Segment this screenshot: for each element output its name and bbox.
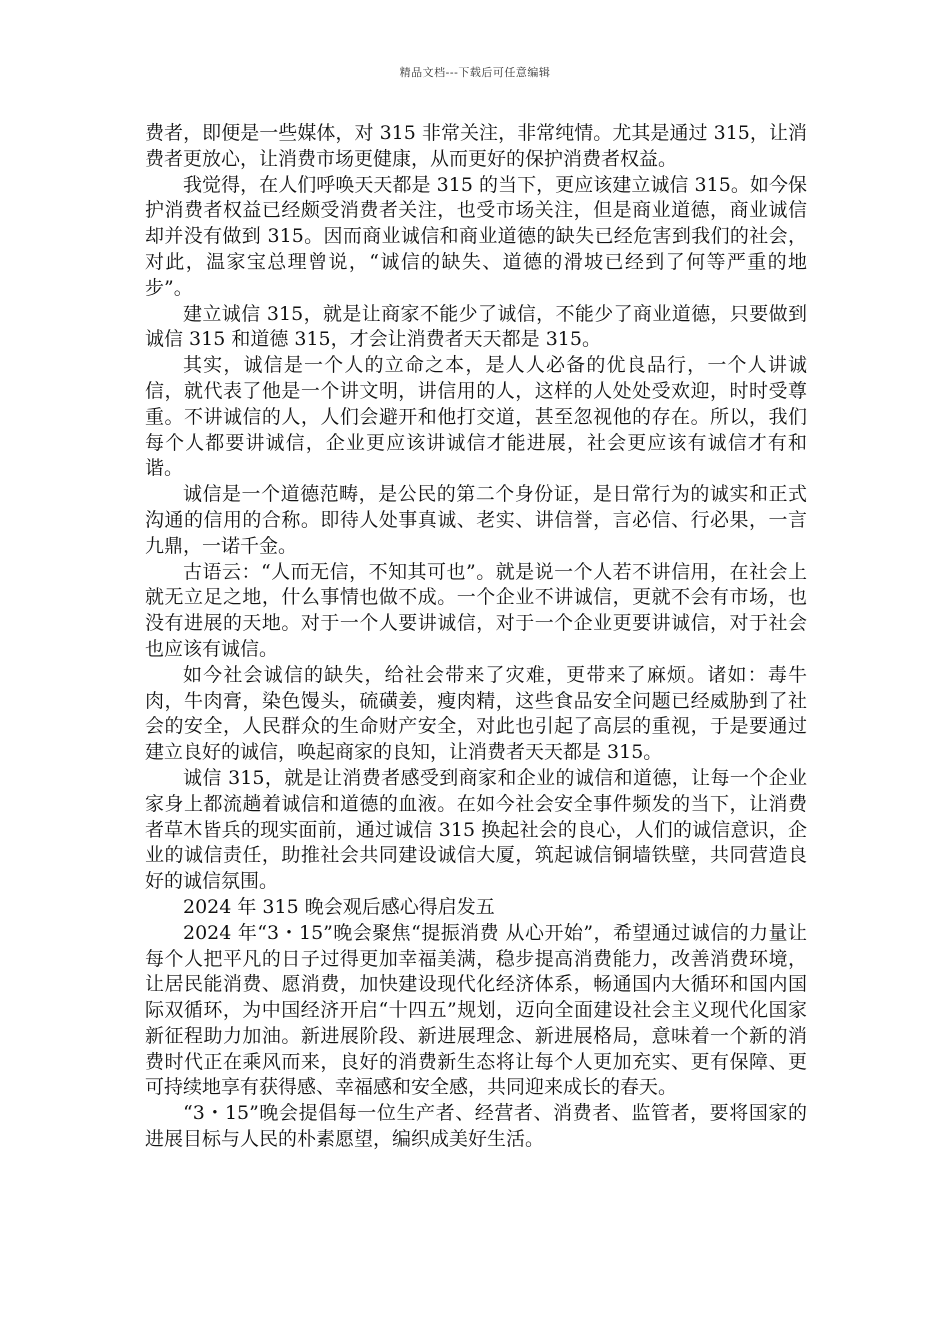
- document-body: [145, 121, 807, 1153]
- paragraph: 诚信 315，就是让消费者感受到商家和企业的诚信和道德，让每一个企业家身上都流趟着诚信和道德的血液。在如今社会安全事件频发的当下，让消费者草木皆兵的现实面前，通过诚信 315 换起社会的良心，人们的诚信意识，企业的诚信责任，助推社会共同建设诚信大厦，筑起诚信铜墙铁壁，共同营造良好的诚信氛围。: [145, 766, 807, 893]
- paragraph: 2024 年“3・15”晚会聚焦“提振消费 从心开始”，希望通过诚信的力量让每个人把平凡的日子过得更加幸福美满，稳步提高消费能力，改善消费环境，让居民能消费、愿消费，加快建设现代化经济体系，畅通国内大循环和国内国际双循环，为中国经济开启“十四五”规划，迈向全面建设社会主义现代化国家新征程助力加油。新进展阶段、新进展理念、新进展格局，意味着一个新的消费时代正在乘风而来，良好的消费新生态将让每个人更加充实、更有保障、更可持续地享有获得感、幸福感和安全感，共同迎来成长的春天。: [145, 921, 807, 1099]
- paragraph: 古语云：“人而无信，不知其可也”。就是说一个人若不讲信用，在社会上就无立足之地，什么事情也做不成。一个企业不讲诚信，更就不会有市场，也没有进展的天地。对于一个人要讲诚信，对于一个企业更要讲诚信，对于社会也应该有诚信。: [145, 560, 807, 660]
- section-heading: 2024 年 315 晚会观后感心得启发五: [183, 895, 495, 918]
- paragraph: “3・15”晚会提倡每一位生产者、经营者、消费者、监管者，要将国家的进展目标与人民的朴素愿望，编织成美好生活。: [145, 1102, 807, 1151]
- paragraph: 我觉得，在人们呼唤天天都是 315 的当下，更应该建立诚信 315。如今保护消费者权益已经颇受消费者关注，也受市场关注，但是商业道德，商业诚信却并没有做到 315。因而商业诚信和商业道德的缺失已经危害到我们的社会，对此，温家宝总理曾说，“诚信的缺失、道德的滑坡已经到了何等严重的地步”。: [145, 173, 807, 299]
- paragraph: 建立诚信 315，就是让商家不能少了诚信，不能少了商业道德，只要做到诚信 315 和道德 315，才会让消费者天天都是 315。: [145, 302, 807, 351]
- paragraph-continuation: 费者，即便是一些媒体，对 315 非常关注，非常纯情。尤其是通过 315，让消费者更放心，让消费市场更健康，从而更好的保护消费者权益。: [145, 122, 807, 170]
- paragraph: 如今社会诚信的缺失，给社会带来了灾难，更带来了麻烦。诸如：毒牛肉，牛肉膏，染色馒头，硫磺姜，瘦肉精，这些食品安全问题已经威胁到了社会的安全，人民群众的生命财产安全，对此也引起了高层的重视，于是要通过建立良好的诚信，唤起商家的良知，让消费者天天都是 315。: [145, 663, 807, 764]
- paragraph: 诚信是一个道德范畴，是公民的第二个身份证，是日常行为的诚实和正式沟通的信用的合称。即待人处事真诚、老实、讲信誉，言必信、行必果，一言九鼎，一诺千金。: [145, 483, 807, 557]
- page-header: 精品文档---下载后可任意编辑: [399, 66, 551, 79]
- paragraph: 其实，诚信是一个人的立命之本，是人人必备的优良品行，一个人讲诚信，就代表了他是一个讲文明，讲信用的人，这样的人处处受欢迎，时时受尊重。不讲诚信的人，人们会避开和他打交道，甚至忽视他的存在。所以，我们每个人都要讲诚信，企业更应该讲诚信才能进展，社会更应该有诚信才有和谐。: [145, 354, 807, 480]
